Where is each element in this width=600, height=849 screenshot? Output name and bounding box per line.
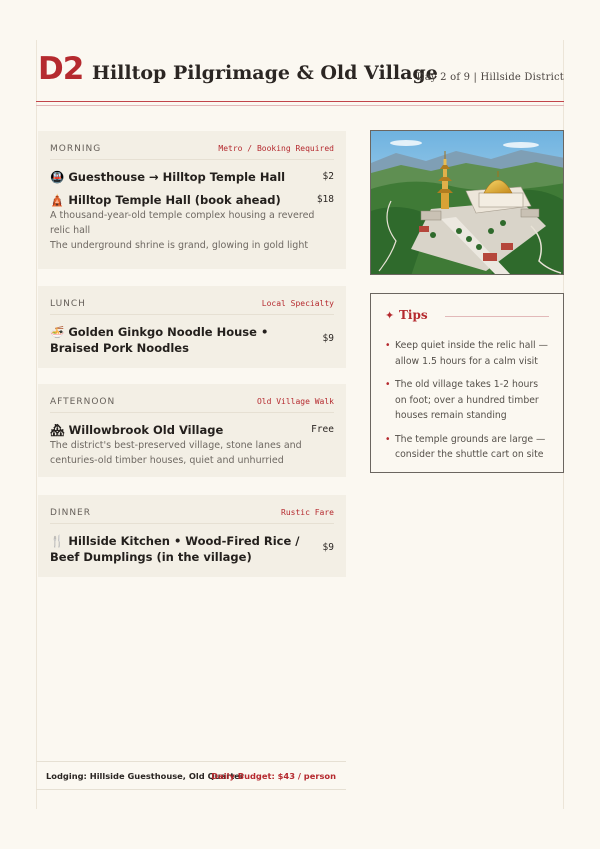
- noodle-bowl-icon: 🍜: [50, 325, 65, 339]
- day-header: [36, 50, 564, 90]
- entry-title-text: Guesthouse → Hilltop Temple Hall: [68, 170, 286, 184]
- entry-description: A thousand-year-old temple complex housing a revered relic hall: [50, 210, 315, 236]
- tip-text: The temple grounds are large — consider the shuttle cart on site: [395, 433, 546, 460]
- entry-title: [50, 533, 334, 565]
- tips-title: Tips: [399, 308, 428, 322]
- village-houses-icon: 🏘: [50, 423, 65, 437]
- itinerary-entry: [50, 192, 334, 253]
- entry-title: [50, 324, 334, 356]
- section-afternoon: [38, 384, 346, 477]
- section-header: [50, 131, 334, 160]
- entry-title: [50, 192, 334, 208]
- daily-budget: Daily Budget: $43 / person: [211, 771, 336, 781]
- itinerary-entry: [50, 169, 334, 185]
- section-lunch: [38, 286, 346, 368]
- day-footer: [36, 761, 346, 790]
- itinerary-entry: [50, 422, 334, 468]
- entry-title-text: Hilltop Temple Hall (book ahead): [68, 193, 281, 207]
- section-label: DINNER: [50, 508, 91, 518]
- fork-knife-icon: 🍴: [50, 534, 65, 548]
- header-divider: [36, 101, 564, 102]
- bullet-icon: •: [385, 340, 391, 351]
- section-tag: Rustic Fare: [281, 508, 334, 517]
- entry-description: The underground shrine is grand, glowing in gold light: [50, 240, 309, 251]
- lodging-info: Lodging: Hillside Guesthouse, Old Quarter: [46, 771, 244, 781]
- section-label: MORNING: [50, 144, 102, 154]
- entry-price: $9: [322, 333, 334, 344]
- entry-price: $9: [322, 542, 334, 553]
- section-tag: Old Village Walk: [256, 397, 334, 406]
- entry-price: $18: [316, 194, 334, 205]
- temple-icon: 🛕: [50, 193, 65, 207]
- bullet-icon: •: [385, 379, 391, 390]
- section-header: [50, 286, 334, 315]
- tips-header: [385, 308, 549, 328]
- header-divider-thin: [36, 105, 564, 106]
- bullet-icon: •: [385, 433, 391, 445]
- day-code: D2: [38, 51, 84, 87]
- entry-price: Free: [311, 424, 334, 435]
- entry-title: [50, 169, 334, 185]
- tip-text: The old village takes 1-2 hours on foot; over a hundred timber houses remain standing: [395, 379, 539, 421]
- entry-title-text: Hillside Kitchen • Wood-Fired Rice / Beef Dumplings (in the village): [50, 534, 300, 564]
- metro-icon: 🚇: [50, 170, 65, 184]
- tip-item: [385, 338, 549, 369]
- section-label: AFTERNOON: [50, 397, 116, 407]
- temple-illustration-svg: [371, 131, 564, 275]
- tips-list: [385, 338, 549, 463]
- itinerary-entry: [50, 324, 334, 356]
- section-label: LUNCH: [50, 299, 86, 309]
- tips-box: [370, 293, 564, 473]
- section-morning: [38, 131, 346, 269]
- section-tag: Metro / Booking Required: [218, 144, 334, 153]
- entry-price: $2: [322, 171, 334, 182]
- margin-guide-left: [36, 40, 37, 809]
- tip-text: Keep quiet inside the relic hall — allow 1.5 hours for a calm visit: [395, 340, 548, 367]
- star-icon: ✦: [385, 309, 395, 322]
- entry-title: [50, 422, 334, 438]
- section-tag: Local Specialty: [261, 299, 334, 308]
- entry-description: The district's best-preserved village, stone lanes and centuries-old timber houses, quiet and unhurried: [50, 440, 302, 466]
- section-header: [50, 384, 334, 413]
- entry-title-text: Golden Ginkgo Noodle House • Braised Pork Noodles: [50, 325, 269, 355]
- entry-title-text: Willowbrook Old Village: [68, 423, 224, 437]
- page-title: Hilltop Pilgrimage & Old Village: [92, 62, 438, 84]
- day-meta: Day 2 of 9 | Hillside District: [416, 72, 564, 83]
- tip-item: [385, 377, 549, 424]
- section-header: [50, 495, 334, 524]
- itinerary-entry: [50, 533, 334, 565]
- temple-illustration: [370, 130, 564, 275]
- tips-divider: [445, 316, 549, 317]
- tip-item: [385, 432, 549, 463]
- section-dinner: [38, 495, 346, 577]
